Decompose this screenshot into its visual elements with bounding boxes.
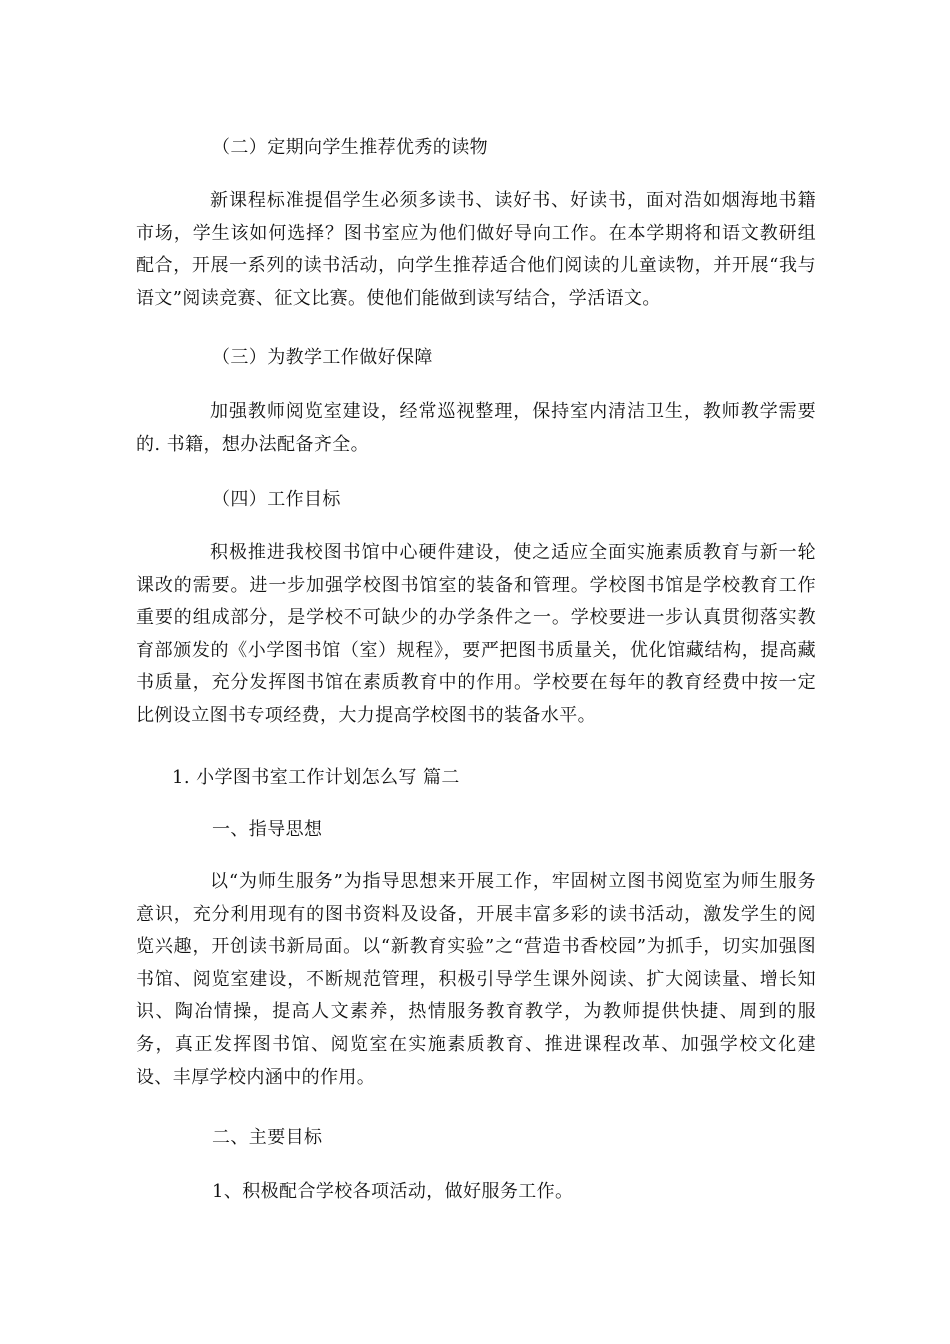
section-heading-2: （二）定期向学生推荐优秀的读物 <box>212 137 488 158</box>
part-heading-2: 二、主要目标 <box>212 1127 323 1148</box>
section-body-4: 积极推进我校图书馆中心硬件建设，使之适应全面实施素质教育与新一轮课改的需要。进一步加强学校图书馆室的装备和管理。学校图书馆是学校教育工作重要的组成部分，是学校不可缺少的办学条件之一。学校要进一步认真贯彻落实教育部颁发的《小学图书馆（室）规程》，要严把图书质量关，优化馆藏结构，提高藏书质量，充分发挥图书馆在素质教育中的作用。学校要在每年的教育经费中按一定比例设立图书专项经费，大力提高学校图书的装备水平。 <box>136 542 816 726</box>
section-body-3: 加强教师阅览室建设，经常巡视整理，保持室内清洁卫生，教师教学需要的. 书籍，想办法配备齐全。 <box>136 401 816 455</box>
section-body-2: 新课程标准提倡学生必须多读书、读好书、好读书，面对浩如烟海地书籍市场，学生该如何选择？图书室应为他们做好导向工作。在本学期将和语文教研组配合，开展一系列的读书活动，向学生推荐适合他们阅读的儿童读物，并开展“我与语文”阅读竞赛、征文比赛。使他们能做到读写结合，学活语文。 <box>136 190 816 309</box>
part-body-1: 以“为师生服务”为指导思想来开展工作，牢固树立图书阅览室为师生服务意识，充分利用现有的图书资料及设备，开展丰富多彩的读书活动，激发学生的阅览兴趣，开创读书新局面。以“新教育实验”之“营造书香校园”为抓手，切实加强图书馆、阅览室建设，不断规范管理，积极引导学生课外阅读、扩大阅读量、增长知识、陶冶情操，提高人文素养，热情服务教育教学，为教师提供快捷、周到的服务，真正发挥图书馆、阅览室在实施素质教育、推进课程改革、加强学校文化建设、丰厚学校内涵中的作用。 <box>136 871 816 1088</box>
part-heading-1: 一、指导思想 <box>212 819 323 840</box>
part-title: 1. 小学图书室工作计划怎么写 篇二 <box>172 767 460 788</box>
section-heading-4: （四）工作目标 <box>212 489 341 510</box>
part-body-2: 1、积极配合学校各项活动，做好服务工作。 <box>212 1181 574 1202</box>
section-heading-3: （三）为教学工作做好保障 <box>212 347 433 368</box>
